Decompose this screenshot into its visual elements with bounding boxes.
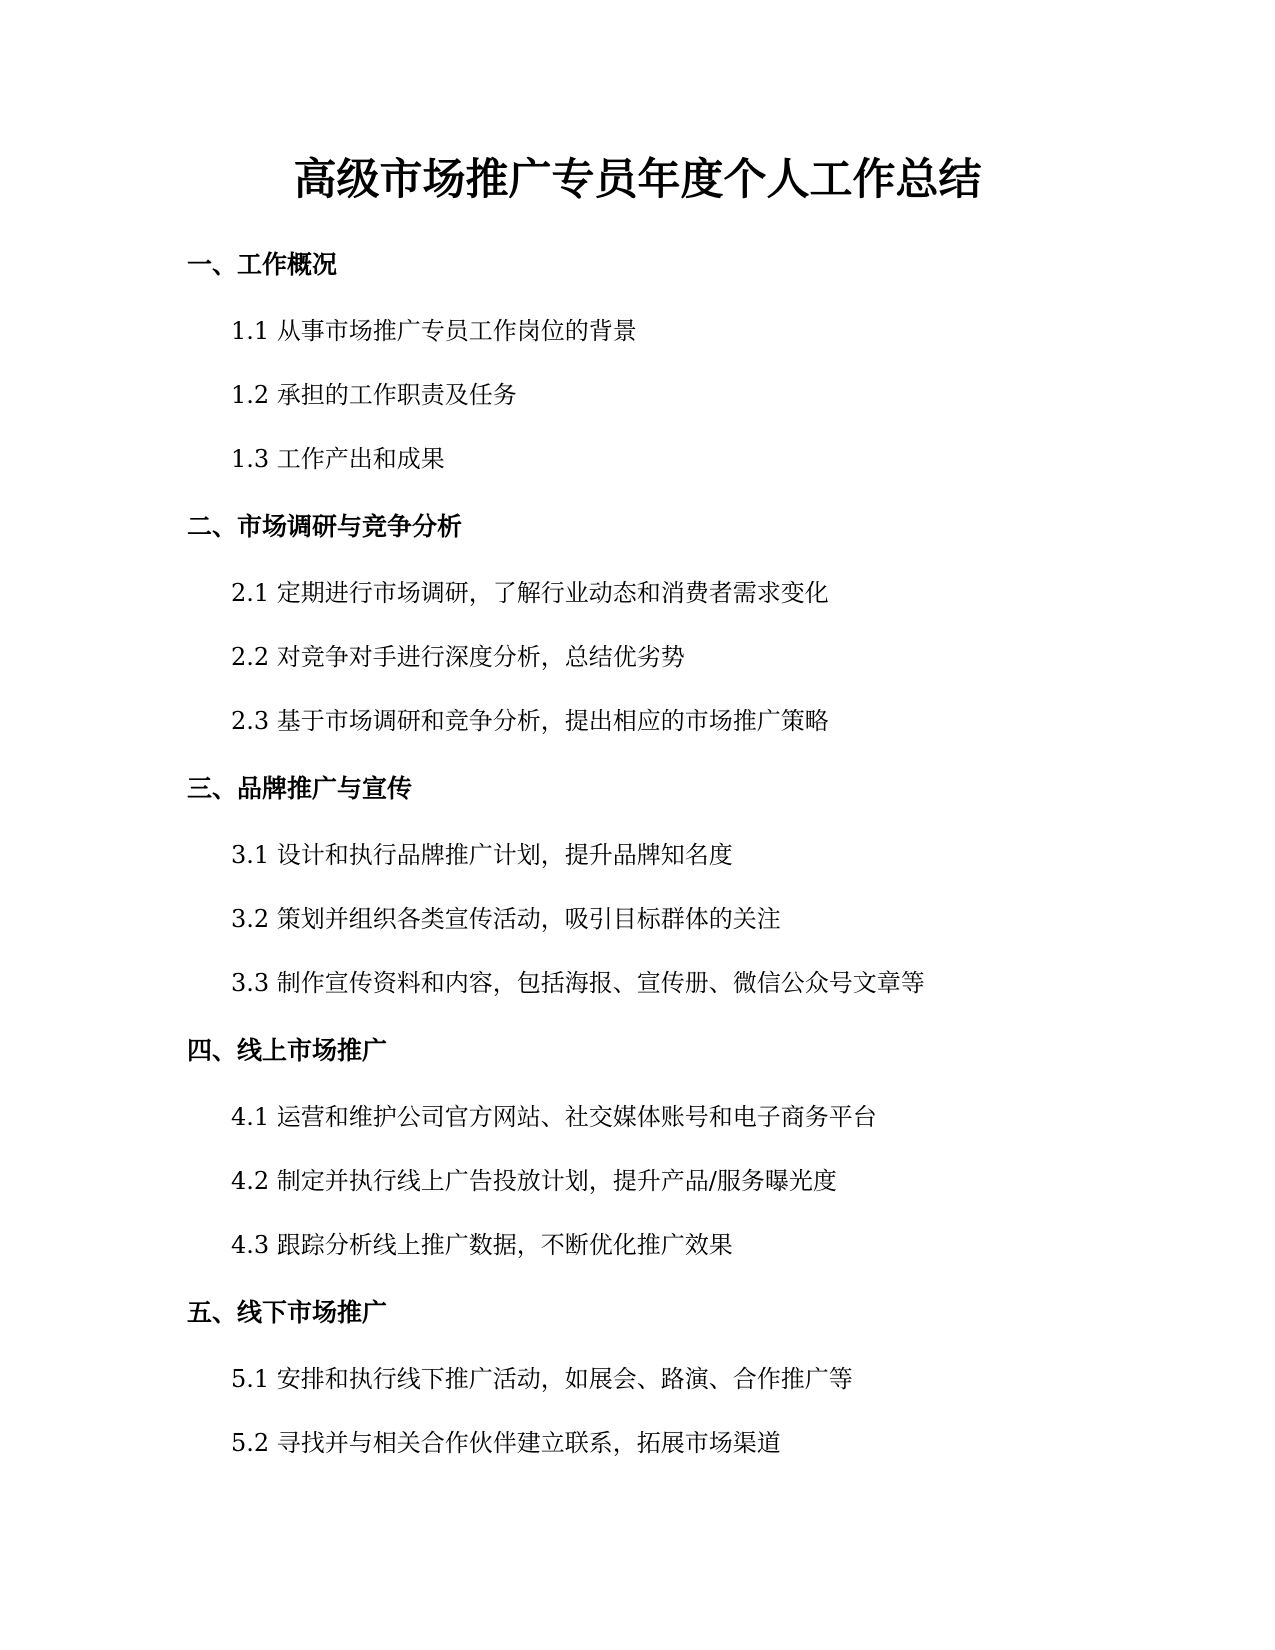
section-item-2-1: 2.1 定期进行市场调研，了解行业动态和消费者需求变化: [231, 579, 829, 607]
section-item-2-3: 2.3 基于市场调研和竞争分析，提出相应的市场推广策略: [231, 707, 829, 735]
section-heading-4: 四、线上市场推广: [187, 1036, 388, 1065]
section-heading-5: 五、线下市场推广: [187, 1298, 388, 1327]
section-item-4-1: 4.1 运营和维护公司官方网站、社交媒体账号和电子商务平台: [231, 1103, 877, 1131]
section-heading-2: 二、市场调研与竞争分析: [187, 512, 463, 541]
section-item-4-3: 4.3 跟踪分析线上推广数据，不断优化推广效果: [231, 1231, 733, 1259]
section-heading-3: 三、品牌推广与宣传: [187, 774, 413, 803]
section-item-1-3: 1.3 工作产出和成果: [231, 445, 445, 473]
section-item-3-3: 3.3 制作宣传资料和内容，包括海报、宣传册、微信公众号文章等: [231, 969, 925, 997]
document-title: 高级市场推广专员年度个人工作总结: [293, 155, 982, 205]
section-heading-1: 一、工作概况: [187, 250, 338, 279]
section-item-5-2: 5.2 寻找并与相关合作伙伴建立联系，拓展市场渠道: [231, 1429, 781, 1457]
section-item-5-1: 5.1 安排和执行线下推广活动，如展会、路演、合作推广等: [231, 1365, 853, 1393]
section-item-4-2: 4.2 制定并执行线上广告投放计划，提升产品/服务曝光度: [231, 1167, 837, 1195]
section-item-2-2: 2.2 对竞争对手进行深度分析，总结优劣势: [231, 643, 685, 671]
section-item-3-2: 3.2 策划并组织各类宣传活动，吸引目标群体的关注: [231, 905, 781, 933]
section-item-3-1: 3.1 设计和执行品牌推广计划，提升品牌知名度: [231, 841, 733, 869]
section-item-1-1: 1.1 从事市场推广专员工作岗位的背景: [231, 317, 637, 345]
section-item-1-2: 1.2 承担的工作职责及任务: [231, 381, 517, 409]
